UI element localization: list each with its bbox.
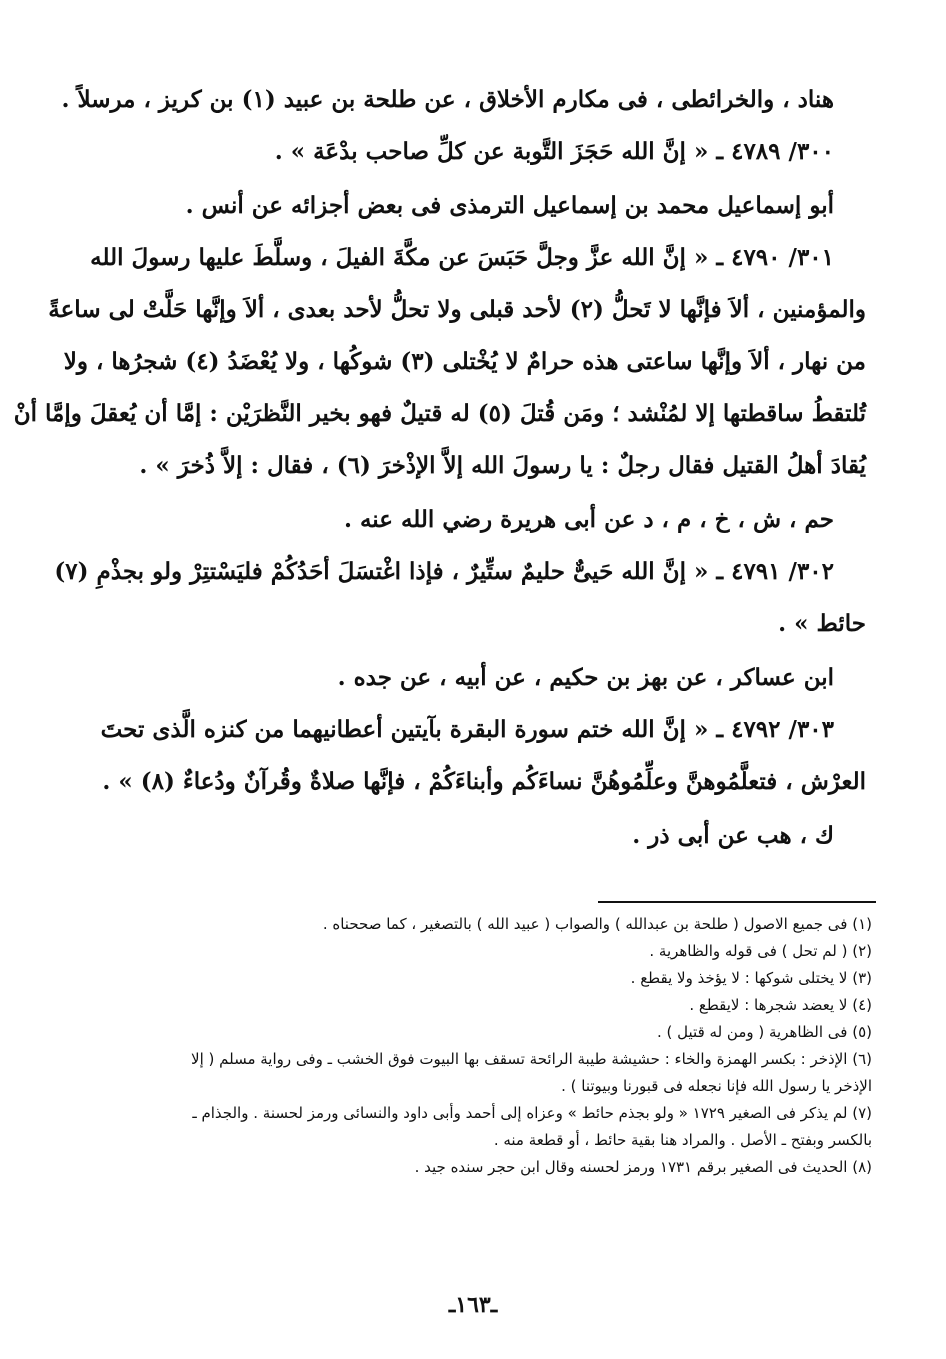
footnote: (٣) لا يختلى شوكها : لا يؤخذ ولا يقطع .: [630, 969, 872, 987]
source-line: أبو إسماعيل محمد بن إسماعيل الترمذى فى بعض أجزائه عن أنس .: [185, 192, 834, 219]
hadith-4789: ٣٠٠/ ٤٧٨٩ ـ « إنَّ الله حَجَزَ التَّوبة عن كلِّ صاحب بدْعَة » .: [274, 138, 834, 165]
footnote: (١) فى جميع الاصول ( طلحة بن عبدالله ) والصواب ( عبيد الله ) بالتصغير ، كما صححناه .: [322, 915, 872, 933]
hadith-4792: ٣٠٣/ ٤٧٩٢ ـ « إنَّ الله ختم سورة البقرة بآيتين أعطانيهما من كنزه الَّذى تحتَ: [100, 716, 834, 743]
footnote: (٥) فى الظاهرية ( ومن له قتيل ) .: [657, 1023, 872, 1041]
source-line: حم ، ش ، خ ، م ، د عن أبى هريرة رضي الله عنه .: [343, 506, 834, 533]
text-line: والمؤمنين ، ألاَ فإنَّها لا تَحلُّ (٢) لأحد قبلى ولا تحلُّ لأحد بعدى ، ألاَ وإنَّها حَلَّتْ لى ساعةً: [48, 296, 866, 323]
text-line: من نهار ، ألاَ وإنَّها ساعتى هذه حرامٌ لا يُخْتلى (٣) شوكُها ، ولا يُعْضَدُ (٤) شجرُها ، ولا: [63, 348, 866, 375]
text-line: حائط » .: [778, 610, 866, 637]
footnote: (٢) ( لم تحل ) فى قوله والظاهرية .: [649, 942, 872, 960]
footnote: (٦) الإذخر : بكسر الهمزة والخاء : حشيشة طيبة الرائحة تسقف بها البيوت فوق الخشب ـ وفى رواية مسلم ( إلا: [191, 1050, 872, 1068]
page-number: ـ١٦٣ـ: [448, 1292, 498, 1318]
footnote-divider: [598, 901, 876, 903]
footnote: (٨) الحديث فى الصغير برقم ١٧٣١ ورمز لحسنه وقال ابن حجر سنده جيد .: [414, 1158, 872, 1176]
text-line: العرْش ، فتعلَّمُوهنَّ وعلِّمُوهُنَّ نساءَكُم وأبناءَكُمْ ، فإنَّها صلاةٌ وقُرآنٌ ودُعاءٌ (٨) » .: [102, 768, 866, 795]
hadith-4791: ٣٠٢/ ٤٧٩١ ـ « إنَّ الله حَيىٌّ حليمٌ ستِّيرٌ ، فإذا اغْتسَلَ أحَدُكُمْ فليَسْتتِرْ ولو بجذْمِ (٧): [54, 558, 834, 585]
text-line: يُقادَ أهلُ القتيل فقال رجلٌ : يا رسولَ الله إلاَّ الإذْخرَ (٦) ، فقال : إلاَّ ذُخرَ » .: [139, 452, 866, 479]
footnote-continuation: الإذخر يا رسول الله فإنا نجعله فى قبورنا وبيوتنا ) .: [561, 1077, 872, 1095]
text-line: تُلتقطُ ساقطتها إلا لمُنْشد ؛ ومَن قُتلَ (٥) له قتيلٌ فهو بخير النَّظرَيْن : إمَّا أن يُعقلَ وإمَّا أنْ: [13, 400, 866, 427]
source-line: ابن عساكر ، عن بهز بن حكيم ، عن أبيه ، عن جده .: [337, 664, 834, 691]
hadith-4790: ٣٠١/ ٤٧٩٠ ـ « إنَّ الله عزَّ وجلَّ حَبَسَ عن مكَّةَ الفيلَ ، وسلَّطَ عليها رسولَ الله: [90, 244, 834, 271]
text-line: هناد ، والخرائطى ، فى مكارم الأخلاق ، عن طلحة بن عبيد (١) بن كريز ، مرسلاً .: [61, 86, 834, 113]
source-line: ك ، هب عن أبى ذر .: [632, 822, 834, 849]
footnote-continuation: بالكسر وبفتح ـ الأصل . والمراد هنا بقية حائط ، أو قطعة منه .: [493, 1131, 872, 1149]
footnote: (٤) لا يعضد شجرها : لايقطع .: [689, 996, 872, 1014]
footnote: (٧) لم يذكر فى الصغير ١٧٢٩ « ولو بجذم حائط » وعزاه إلى أحمد وأبى داود والنسائى ورمز لحسنة . والجذام ـ: [192, 1104, 872, 1122]
footnotes: [100, 914, 872, 1184]
main-text: [13, 86, 866, 850]
